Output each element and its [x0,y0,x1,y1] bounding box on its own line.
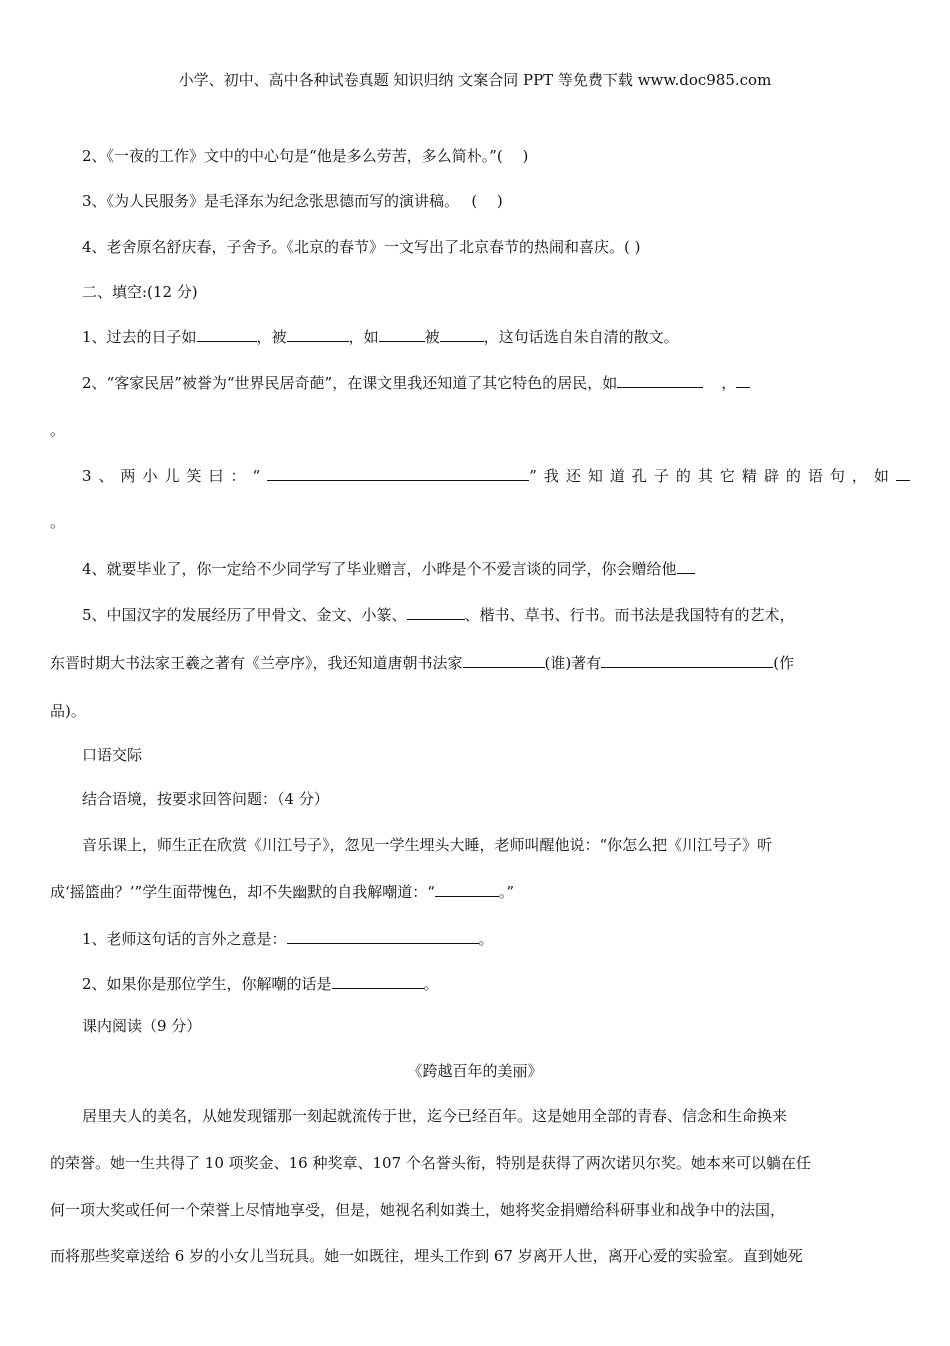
judge-question-4: 4、老舍原名舒庆春，子舍予。《北京的春节》一文写出了北京春节的热闹和喜庆。( ) [82,238,641,256]
oral-story-text-a: 成‘摇篮曲？’”学生面带愧色，却不失幽默的自我解嘲道：“ [50,883,435,901]
reading-section-title: 课内阅读（9 分） [82,1017,202,1035]
page-header: 小学、初中、高中各种试卷真题 知识归纳 文案合同 PPT 等免费下载 www.doc985.com [178,71,772,89]
oral-story-line-2 [50,881,514,902]
fill-section-title: 二、填空:(12 分) [82,283,198,301]
fill-q1-text-e: ，这句话选自朱自清的散文。 [483,328,679,346]
oral-q1-end: 。 [478,930,494,948]
fill-q5-end: 品)。 [50,702,86,720]
fill-q1-blank-4[interactable] [440,326,484,342]
fill-q5-text-b: 、楷书、草书、行书。而书法是我国特有的艺术， [464,606,795,624]
judge-question-2: 2、《一夜的工作》文中的中心句是“他是多么劳苦，多么简朴。”( ) [82,147,529,165]
fill-q1-blank-1[interactable] [197,326,257,342]
oral-story-line-1: 音乐课上，师生正在欣赏《川江号子》，忽见一学生埋头大睡，老师叫醒他说：“你怎么把《川江号子》听 [82,836,773,854]
fill-q5-text-d: (谁)著有 [544,654,602,672]
oral-q1-text: 1、老师这句话的言外之意是： [82,930,287,948]
judge-question-3: 3、《为人民服务》是毛泽东为纪念张思德而写的演讲稿。 ( ) [82,192,503,210]
oral-q2-end: 。 [423,975,439,993]
fill-q1-text-b: ，被 [256,328,287,346]
fill-q1-text-a: 1、过去的日子如 [82,328,197,346]
fill-q5-text-e: (作 [773,654,795,672]
fill-q2-blank-2[interactable] [736,372,750,388]
oral-q1-blank[interactable] [287,928,479,944]
fill-question-5-line-1 [82,604,795,625]
oral-question-2 [82,973,439,994]
fill-q5-blank-2[interactable] [463,652,545,668]
fill-q3-text-a: 3、两小儿笑曰：“ [82,467,268,485]
passage-title: 《跨越百年的美丽》 [407,1062,543,1080]
fill-q4-text: 4、就要毕业了，你一定给不少同学写了毕业赠言，小晔是个不爱言谈的同学，你会赠给他 [82,560,677,578]
passage-line-2: 的荣誉。她一生共得了 10 项奖金、16 种奖章、107 个名誉头衔，特别是获得了两次诺贝尔奖。她本来可以躺在任 [50,1154,811,1172]
fill-q2-text-b: ， [721,374,737,392]
fill-q3-blank-2[interactable] [896,465,910,481]
fill-q2-text-a: 2、“客家民居”被誉为“世界民居奇葩”，在课文里我还知道了其它特色的居民，如 [82,374,618,392]
fill-question-4 [82,558,695,579]
passage-line-4: 而将那些奖章送给 6 岁的小女儿当玩具。她一如既往，埋头工作到 67 岁离开人世，离开心爱的实验室。直到她死 [50,1247,803,1265]
fill-q2-end: 。 [50,421,66,439]
fill-q3-blank-1[interactable] [267,465,529,481]
fill-q5-blank-1[interactable] [407,604,465,620]
oral-q2-text: 2、如果你是那位学生，你解嘲的话是 [82,975,332,993]
fill-q5-blank-3[interactable] [601,652,773,668]
fill-q5-text-a: 5、中国汉字的发展经历了甲骨文、金文、小篆、 [82,606,407,624]
oral-instruction: 结合语境，按要求回答问题：（4 分） [82,790,329,808]
oral-story-text-b: 。” [498,883,515,901]
fill-q5-text-c: 东晋时期大书法家王羲之著有《兰亭序》，我还知道唐朝书法家 [50,654,463,672]
oral-question-1 [82,928,494,949]
passage-line-3: 何一项大奖或任何一个荣誉上尽情地享受，但是，她视名利如粪土，她将奖金捐赠给科研事业和战争中的法国， [50,1201,786,1219]
oral-story-blank[interactable] [435,881,499,897]
fill-q2-blank-1[interactable] [617,372,703,388]
fill-q1-text-d: 被 [424,328,440,346]
fill-q4-blank[interactable] [677,558,695,574]
fill-q1-text-c: ，如 [348,328,379,346]
fill-question-3 [82,465,910,486]
fill-q1-blank-2[interactable] [287,326,349,342]
oral-q2-blank[interactable] [332,973,424,989]
fill-question-5-line-2 [50,652,794,673]
fill-question-2 [82,372,750,393]
fill-q3-end: 。 [50,513,66,531]
passage-line-1: 居里夫人的美名，从她发现镭那一刻起就流传于世，迄今已经百年。这是她用全部的青春、信念和生命换来 [82,1107,788,1125]
fill-question-1 [82,326,679,347]
oral-section-title: 口语交际 [82,746,143,764]
fill-q3-text-b: ”我还知道孔子的其它精辟的语句，如 [529,467,896,485]
fill-q1-blank-3[interactable] [379,326,425,342]
